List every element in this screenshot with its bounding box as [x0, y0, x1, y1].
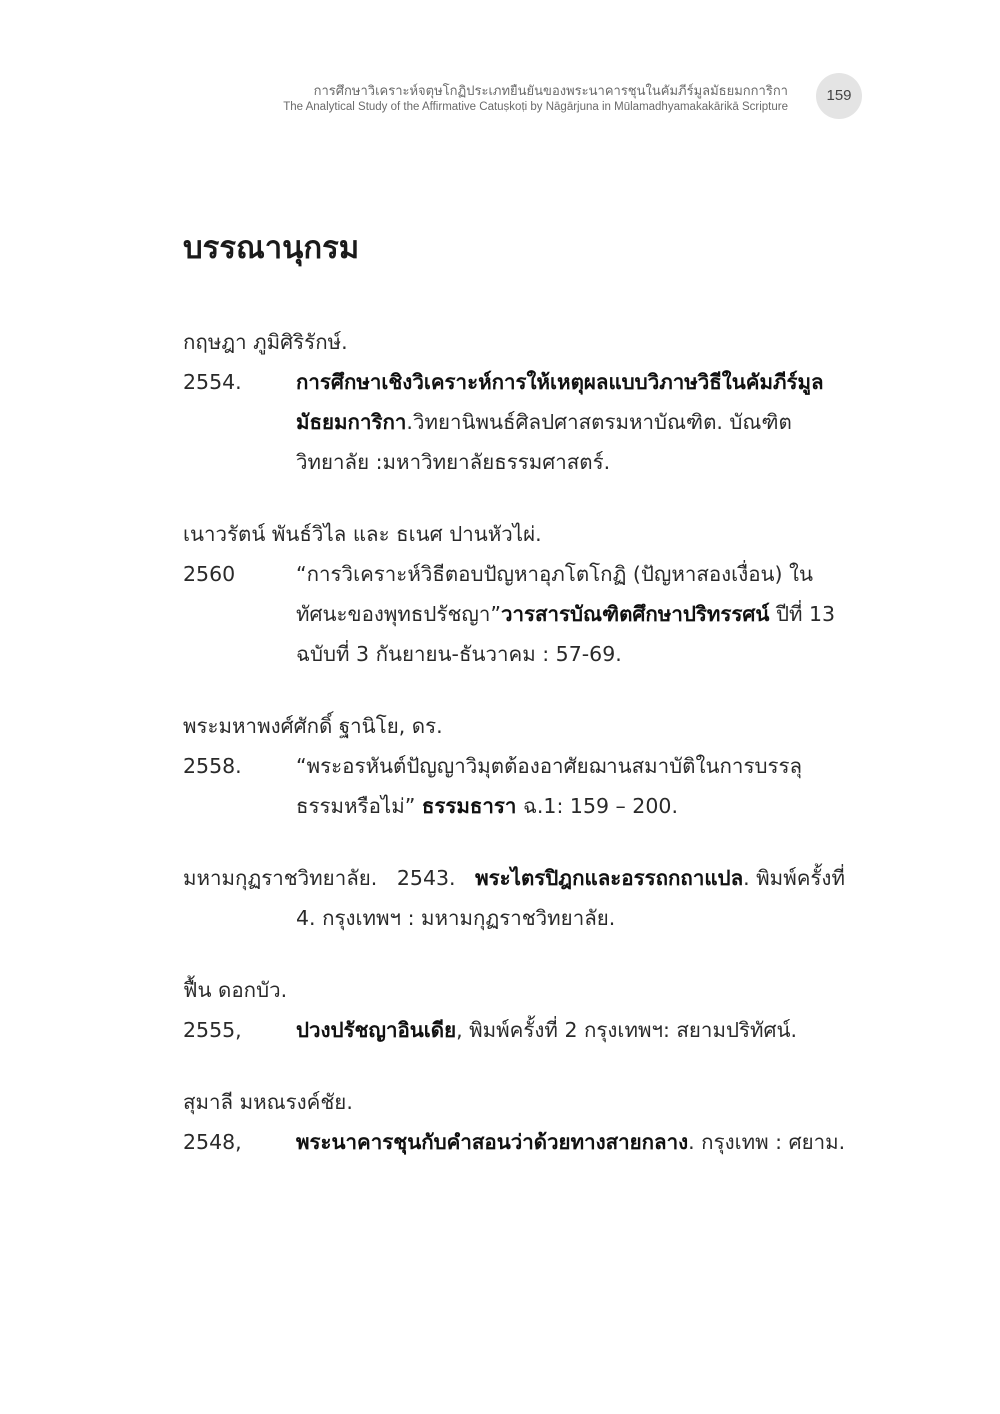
- reference-year: 2555,: [183, 1018, 242, 1042]
- reference-author: เนาวรัตน์ พันธ์วิไล และ ธเนศ ปานหัวไผ่.: [183, 522, 542, 546]
- reference-body: [296, 1010, 848, 1050]
- reference-entry: [183, 746, 848, 826]
- reference-details: , พิมพ์ครั้งที่ 2 กรุงเทพฯ: สยามปริทัศน์.: [456, 1018, 798, 1042]
- reference-article-title: “พระอรหันต์ปัญญาวิมุตต้องอาศัยฌานสมาบัติในการบรรลุธรรมหรือไม่”: [296, 754, 803, 818]
- reference-list: [183, 322, 848, 1194]
- reference-author: มหามกุฏราชวิทยาลัย.: [183, 866, 378, 890]
- running-header: [148, 82, 788, 115]
- reference-article-title: “การวิเคราะห์วิธีตอบปัญหาอุภโตโกฏิ (ปัญหาสองเงื่อน) ในทัศนะของพุทธปรัชญา”: [296, 562, 814, 626]
- reference-title: พระนาคารชุนกับคำสอนว่าด้วยทางสายกลาง: [296, 1130, 689, 1154]
- reference-details: ฉ.1: 159 – 200.: [516, 794, 678, 818]
- reference-body: [296, 1122, 848, 1162]
- reference-author: กฤษฎา ภูมิศิริรักษ์.: [183, 330, 348, 354]
- reference-item: [183, 514, 848, 674]
- reference-details: .วิทยานิพนธ์ศิลปศาสตรมหาบัณฑิต. บัณฑิตวิทยาลัย :มหาวิทยาลัยธรรมศาสตร์.: [296, 410, 792, 474]
- reference-details: . พิมพ์ครั้งที่ 4. กรุงเทพฯ : มหามกุฏราชวิทยาลัย.: [296, 866, 845, 930]
- page-number: 159: [816, 73, 862, 119]
- reference-body: [296, 746, 848, 826]
- reference-author: สุมาลี มหณรงค์ชัย.: [183, 1090, 353, 1114]
- reference-year: 2558.: [183, 754, 242, 778]
- reference-title: การศึกษาเชิงวิเคราะห์การให้เหตุผลแบบวิภาษวิธีในคัมภีร์มูลมัธยมการิกา: [296, 370, 824, 434]
- reference-entry: [183, 554, 848, 674]
- reference-details: . กรุงเทพ : ศยาม.: [688, 1130, 846, 1154]
- reference-item: [183, 322, 848, 482]
- reference-title: พระไตรปิฎกและอรรถกถาแปล: [475, 866, 744, 890]
- reference-author: ฟื้น ดอกบัว.: [183, 978, 288, 1002]
- reference-year: 2560: [183, 562, 236, 586]
- section-title: บรรณานุกรม: [183, 230, 360, 266]
- reference-year: 2548,: [183, 1130, 242, 1154]
- reference-entry: [183, 1010, 848, 1050]
- reference-entry: [183, 362, 848, 482]
- reference-title: วารสารบัณฑิตศึกษาปริทรรศน์: [500, 602, 770, 626]
- reference-item: [183, 858, 848, 938]
- reference-year: 2543.: [396, 866, 456, 890]
- running-header-thai: การศึกษาวิเคราะห์จตุษโกฏิประเภทยืนยันของพระนาคารชุนในคัมภีร์มูลมัธยมกการิกา: [313, 83, 788, 98]
- reference-body: [296, 362, 848, 482]
- reference-item: [183, 1082, 848, 1162]
- reference-year: 2554.: [183, 370, 242, 394]
- reference-item: [183, 706, 848, 826]
- reference-details: ปีที่ 13 ฉบับที่ 3 กันยายน-ธันวาคม : 57-69.: [296, 602, 836, 666]
- running-header-english: The Analytical Study of the Affirmative Catuṣkoṭi by Nāgārjuna in Mūlamadhyamakakārikā Scripture: [283, 101, 788, 113]
- reference-author: พระมหาพงศ์ศักดิ์ ฐานิโย, ดร.: [183, 714, 443, 738]
- reference-body: [296, 554, 848, 674]
- reference-entry: [183, 1122, 848, 1162]
- reference-title: ปวงปรัชญาอินเดีย: [296, 1018, 457, 1042]
- reference-item: [183, 970, 848, 1050]
- reference-title: ธรรมธารา: [421, 794, 517, 818]
